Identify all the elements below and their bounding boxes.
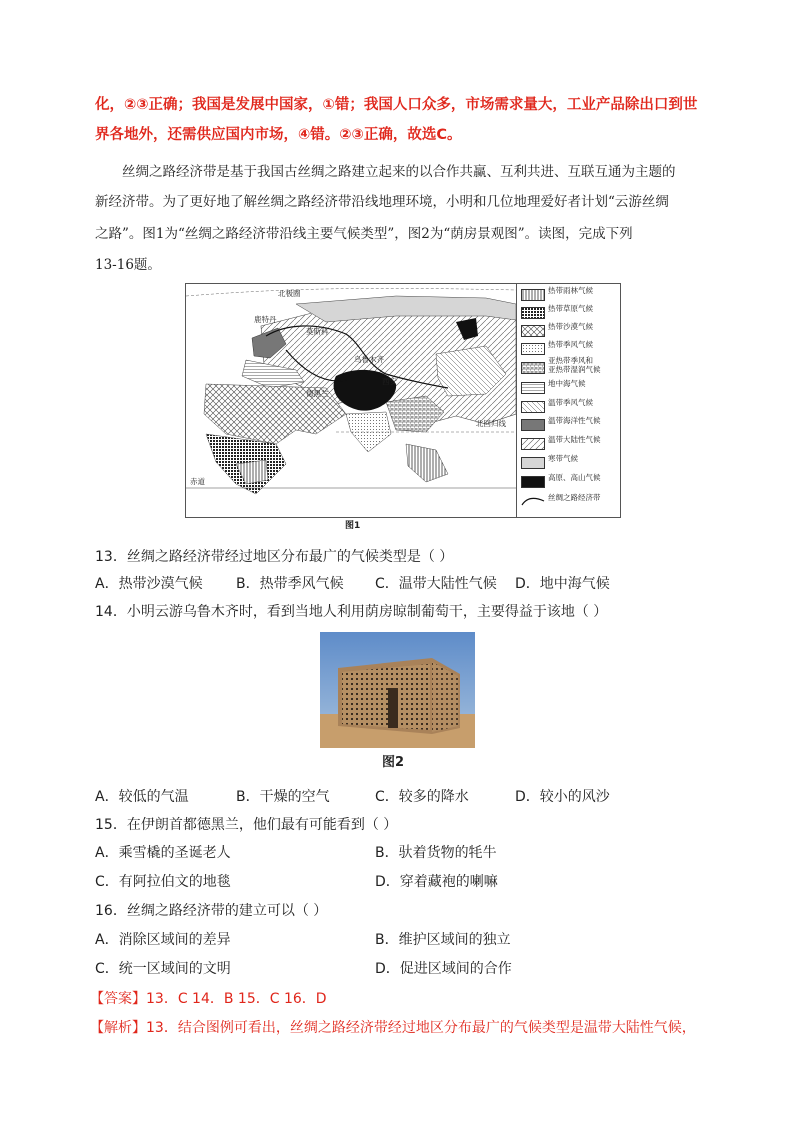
passage-line-1: 丝绸之路经济带是基于我国古丝绸之路建立起来的以合作共赢、互利共进、互联互通为主题的 [122,164,676,180]
answer-text: 13．C 14．B 15．C 16．D [146,991,327,1007]
label-tehran: 德黑兰 [306,389,329,398]
legend-swatch [521,325,545,337]
legend-item-continental [521,436,621,450]
q16-option-c: C．统一区域间的文明 [95,961,231,977]
legend-label: 温带季风气候 [548,398,593,407]
passage-line-4: 13-16题。 [95,257,161,273]
q13-option-c: C．温带大陆性气候 [375,576,497,592]
legend-swatch [521,307,545,319]
legend-label: 热带季风气候 [548,340,593,349]
legend-label: 热带草原气候 [548,304,593,313]
photo-svg [320,632,475,748]
climate-map [186,284,516,517]
q14-option-b: B．干燥的空气 [236,789,330,805]
legend-item-desert [521,323,621,337]
q15-option-b: B．驮着货物的牦牛 [375,845,497,861]
label-urumqi: 乌鲁木齐 [354,355,384,364]
legend-swatch [521,401,545,413]
legend-item-silk-road [521,494,621,508]
analysis-tag: 【解析】 [90,1020,146,1036]
map-legend [516,284,621,517]
climate-map-figure [185,283,621,518]
q16-option-a: A．消除区域间的差异 [95,932,231,948]
q15-option-d: D．穿着藏袍的喇嘛 [375,874,498,890]
legend-swatch-curve [521,495,545,507]
legend-label-line1: 亚热带季风和 [548,356,593,365]
answer-line [90,988,327,1008]
legend-swatch [521,343,545,355]
intro-line-1: 化，②③正确；我国是发展中国家，①错；我国人口众多，市场需求量大，工业产品除出口到世 [95,97,698,113]
legend-swatch [521,419,545,431]
legend-label: 寒带气候 [548,454,578,463]
legend-swatch [521,438,545,450]
label-tropic: 北回归线 [476,419,506,428]
legend-label: 热带雨林气候 [548,286,593,295]
label-moscow: 莫斯科 [306,327,329,336]
question-14-stem: 14．小明云游乌鲁木齐时，看到当地人利用荫房晾制葡萄干，主要得益于该地（ ） [95,604,608,620]
legend-swatch [521,382,545,394]
legend-item-savanna [521,305,621,319]
legend-swatch [521,289,545,301]
figure1-caption: 图1 [345,521,361,531]
legend-item-monsoon [521,341,621,355]
label-rotterdam: 鹿特丹 [254,315,277,324]
analysis-line [90,1017,696,1037]
legend-item-mediterranean [521,380,621,394]
q14-option-d: D．较小的风沙 [515,789,610,805]
legend-label: 温带大陆性气候 [548,435,601,444]
legend-item-temperate-monsoon [521,399,621,413]
q13-option-d: D．地中海气候 [515,576,610,592]
legend-label: 地中海气候 [548,379,586,388]
question-15-stem: 15．在伊朗首都德黑兰，他们最有可能看到（ ） [95,817,398,833]
q13-option-a: A．热带沙漠气候 [95,576,203,592]
q13-option-b: B．热带季风气候 [236,576,344,592]
q14-option-a: A．较低的气温 [95,789,189,805]
legend-swatch [521,476,545,488]
label-equator: 赤道 [190,477,205,486]
q14-option-c: C．较多的降水 [375,789,469,805]
legend-label: 热带沙漠气候 [548,322,593,331]
legend-label: 温带海洋性气候 [548,416,601,425]
label-xian: 西安 [382,377,397,386]
q15-option-c: C．有阿拉伯文的地毯 [95,874,231,890]
intro-line-2: 界各地外，还需供应国内市场，④错。②③正确，故选C。 [95,127,462,143]
q15-option-a: A．乘雪橇的圣诞老人 [95,845,231,861]
shade-house-photo [320,632,475,748]
passage-line-2: 新经济带。为了更好地了解丝绸之路经济带沿线地理环境，小明和几位地理爱好者计划“云游丝绸 [95,194,669,210]
question-13-stem: 13．丝绸之路经济带经过地区分布最广的气候类型是（ ） [95,549,454,565]
legend-item-plateau [521,474,621,488]
answer-tag: 【答案】 [90,991,146,1007]
q16-option-d: D．促进区域间的合作 [375,961,512,977]
legend-item-subtropical [521,357,621,377]
legend-item-marine [521,417,621,431]
legend-label: 高原、高山气候 [548,473,601,482]
legend-item-polar [521,455,621,469]
label-arctic-circle: 北极圈 [278,289,301,298]
figure2-caption: 图2 [382,755,405,770]
q16-option-b: B．维护区域间的独立 [375,932,511,948]
legend-label-line2: 亚热带湿润气候 [548,365,601,374]
legend-swatch [521,457,545,469]
question-16-stem: 16．丝绸之路经济带的建立可以（ ） [95,903,328,919]
map-svg [186,284,516,517]
passage-line-3: 之路”。图1为“丝绸之路经济带沿线主要气候类型”，图2为“荫房景观图”。读图，完成下列 [95,226,633,242]
legend-swatch [521,362,545,374]
analysis-text: 13．结合图例可看出，丝绸之路经济带经过地区分布最广的气候类型是温带大陆性气候， [146,1020,696,1036]
legend-label: 丝绸之路经济带 [548,493,601,502]
legend-item-rainforest [521,287,621,301]
